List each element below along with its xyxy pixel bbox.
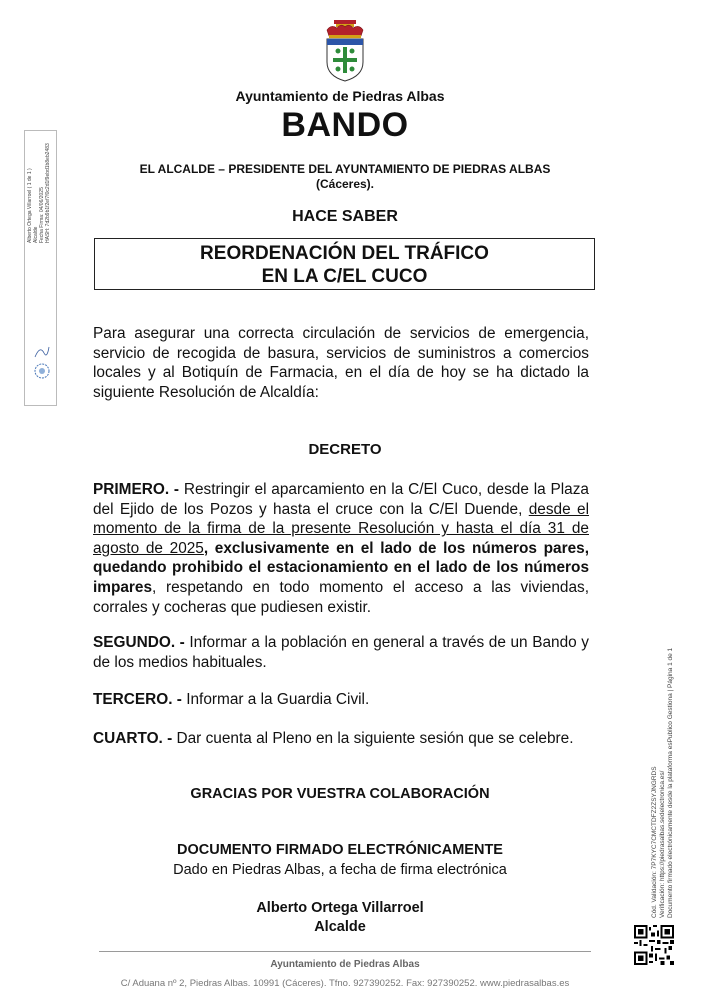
clause-period: desde el momento de la firma de la presente Resolución y hasta el día 31 de agosto de 2025 bbox=[93, 500, 589, 557]
decree-primero bbox=[93, 480, 589, 617]
signer-name: Alberto Ortega Villarroel bbox=[256, 900, 424, 916]
clause-label: TERCERO. - bbox=[93, 691, 182, 708]
document-type-title: BANDO bbox=[281, 106, 409, 144]
clause-text: , respetando en todo momento el acceso a las viviendas, corrales y cocheras que pudiesen existir. bbox=[93, 578, 589, 616]
municipal-coat-of-arms-icon bbox=[323, 20, 367, 82]
validation-url: Verificación: https://piedrasalbas.sedelectronica.es/ bbox=[659, 770, 666, 918]
footer-organization: Ayuntamiento de Piedras Albas bbox=[270, 959, 420, 970]
given-line: Dado en Piedras Albas, a fecha de firma electrónica bbox=[173, 862, 507, 878]
clause-label: CUARTO. - bbox=[93, 730, 173, 747]
qr-code-icon bbox=[634, 925, 674, 965]
footer-divider bbox=[99, 951, 591, 952]
decree-heading: DECRETO bbox=[308, 441, 382, 458]
decree-segundo bbox=[93, 633, 589, 672]
signature-seal-icon bbox=[32, 343, 52, 381]
clause-label: SEGUNDO. - bbox=[93, 634, 185, 651]
issuer-line: EL ALCALDE – PRESIDENTE DEL AYUNTAMIENTO DE PIEDRAS ALBAS bbox=[139, 162, 551, 176]
clause-text: Dar cuenta al Pleno en la siguiente sesión que se celebre. bbox=[172, 730, 574, 747]
clause-label: PRIMERO. - bbox=[93, 481, 180, 498]
signed-notice: DOCUMENTO FIRMADO ELECTRÓNICAMENTE bbox=[177, 842, 503, 858]
footer-address: C/ Aduana nº 2, Piedras Albas. 10991 (Cáceres). Tfno. 927390252. Fax: 927390252. www.piedrasalbas.es bbox=[120, 978, 570, 989]
stamp-signer: Alberto Ortega Villarroel ( 1 de 1 ) bbox=[27, 168, 33, 243]
stamp-hash: HASH: 7d2b9b1f2ef7f0c2d1f9ebd1b8eb2483 bbox=[45, 143, 51, 243]
issuer-location: (Cáceres). bbox=[315, 177, 375, 191]
decree-tercero bbox=[93, 690, 589, 710]
stamp-role: Alcalde bbox=[33, 226, 39, 243]
clause-text: Informar a la población en general a través de un Bando y de los medios habituales. bbox=[93, 634, 589, 671]
signature-stamp bbox=[24, 130, 57, 406]
announce-heading: HACE SABER bbox=[292, 208, 398, 225]
validation-platform: Documento firmado electrónicamente desde la plataforma esPublico Gestiona | Página 1 de 1 bbox=[667, 647, 674, 918]
signer-role: Alcalde bbox=[314, 919, 366, 935]
clause-text: Informar a la Guardia Civil. bbox=[181, 691, 370, 708]
intro-paragraph: Para asegurar una correcta circulación de servicios de emergencia, servicio de recogida de basura, servicios de suministros a comercios locales y al Botiquín de Farmacia, en el día de hoy se ha dictado la siguiente Resolución de Alcaldía: bbox=[93, 325, 589, 401]
validation-code: Cód. Validación: 7P7KYC7CMCTDFZ2ZSYJNGRDS bbox=[651, 766, 658, 918]
clause-restriction: , exclusivamente en el lado de los números pares, quedando prohibido el estacionamiento en el lado de los números impares bbox=[93, 539, 589, 596]
subject-title-box bbox=[94, 238, 595, 290]
thanks-line: GRACIAS POR VUESTRA COLABORACIÓN bbox=[190, 786, 490, 802]
clause-text: Restringir el aparcamiento en la C/El Cuco, desde la Plaza del Ejido de los Pozos y hasta el cruce con la C/El Duende, bbox=[93, 481, 589, 518]
organization-name: Ayuntamiento de Piedras Albas bbox=[235, 88, 445, 104]
stamp-date: Fecha Firma: 04/06/2025 bbox=[39, 187, 45, 243]
subject-title-line: REORDENACIÓN DEL TRÁFICO bbox=[200, 243, 489, 264]
subject-title-line: EN LA C/EL CUCO bbox=[261, 266, 428, 287]
decree-cuarto bbox=[93, 729, 589, 749]
issuer-block bbox=[0, 162, 690, 192]
